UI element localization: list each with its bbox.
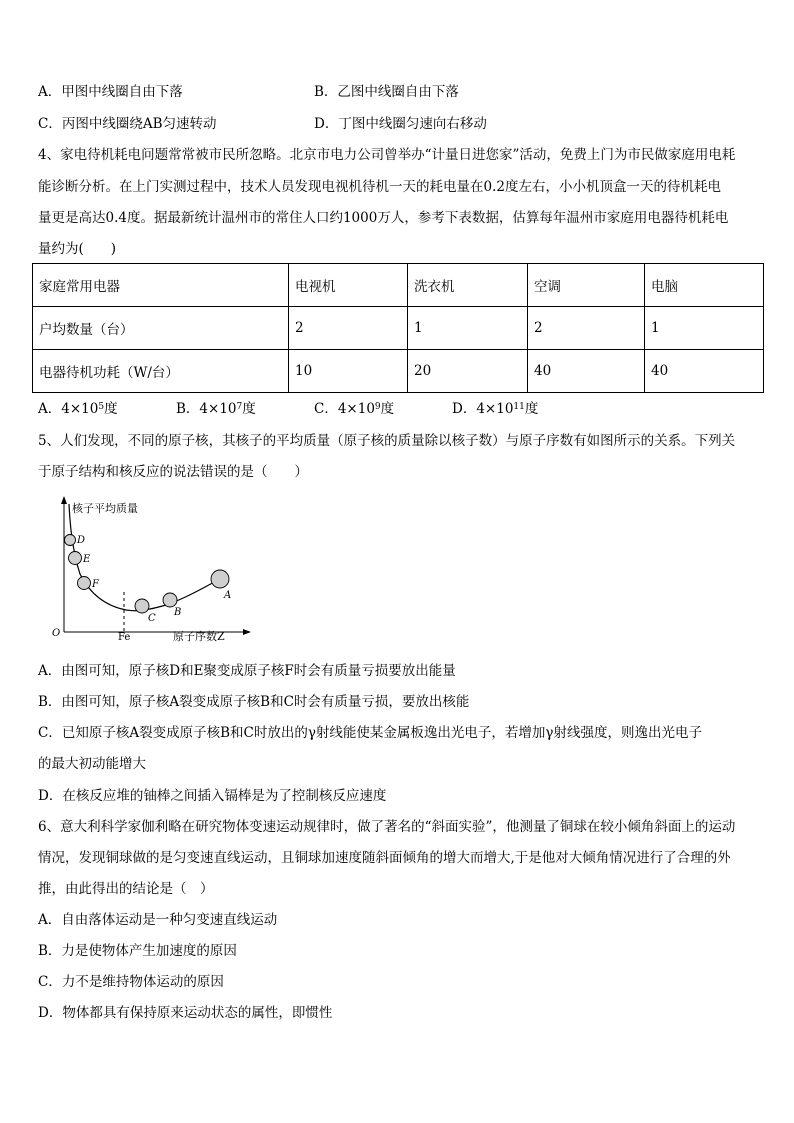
q5-option-a: A．由图可知，原子核D和E聚变成原子核F时会有质量亏损要放出能量: [38, 663, 456, 679]
q5-option-c-cont: 的最大初动能增大: [38, 756, 146, 772]
point-label-b: B: [174, 607, 182, 618]
y-axis-label: 核子平均质量: [72, 502, 138, 515]
q4-option-b: B．$4\times 10^7$度: [176, 401, 256, 417]
binding-curve-figure: [48, 494, 258, 646]
point-label-d: D: [77, 535, 86, 546]
point-label-c: C: [148, 613, 156, 624]
table-cell: 2: [289, 307, 408, 350]
q3-option-b: B．乙图中线圈自由下落: [314, 84, 459, 100]
table-cell: 20: [408, 350, 528, 393]
q6-option-d: D．物体都具有保持原来运动状态的属性，即惯性: [38, 1005, 333, 1021]
point-label-e: E: [83, 554, 91, 565]
table-cell: 1: [408, 307, 528, 350]
q4-stem-line-4: 量约为( ): [38, 241, 117, 257]
q5-option-c: C．已知原子核A裂变成原子核B和C时放出的γ射线能使某金属板逸出光电子，若增加γ射线强度，则逸出光电子: [38, 725, 702, 741]
table-cell: 电器待机功耗（W/台）: [33, 350, 289, 393]
nucleus-f-point: [78, 577, 91, 590]
nucleus-a-point: [211, 570, 229, 588]
q5-option-b: B．由图可知，原子核A裂变成原子核B和C时会有质量亏损，要放出核能: [38, 694, 470, 710]
nucleus-e-point: [69, 552, 82, 565]
fe-label: Fe: [118, 632, 131, 643]
q5-option-d: D．在核反应堆的铀棒之间插入镉棒是为了控制核反应速度: [38, 788, 387, 804]
x-axis-arrow: [243, 629, 251, 635]
q4-stem-line-2: 能诊断分析。在上门实测过程中，技术人员发现电视机待机一天的耗电量在0.2度左右，小小机顶盒一天的待机耗电: [38, 179, 721, 195]
q6-option-b: B．力是使物体产生加速度的原因: [38, 943, 237, 959]
table-cell: 10: [289, 350, 408, 393]
q6-stem-line-3: 推，由此得出的结论是（ ）: [38, 881, 214, 897]
table-cell: 家庭常用电器: [33, 264, 289, 307]
nucleus-c-point: [135, 599, 149, 613]
q5-stem-line-2: 于原子结构和核反应的说法错误的是（ ）: [38, 464, 308, 480]
point-label-a: A: [224, 590, 232, 601]
q4-option-d: D．$4\times 10^{11}$度: [452, 401, 539, 417]
q4-option-a: A．$4\times 10^5$度: [38, 401, 118, 417]
appliance-table: [32, 263, 764, 393]
q6-stem-line-1: 6、意大利科学家伽利略在研究物体变速运动规律时，做了著名的“斜面实验”，他测量了铜球在较小倾角斜面上的运动: [38, 819, 736, 835]
q4-stem-line-1: 4、家电待机耗电问题常常被市民所忽略。北京市电力公司曾举办“计量日进您家”活动，免费上门为市民做家庭用电耗: [38, 147, 736, 163]
table-row: [33, 350, 764, 393]
nucleus-d-point: [65, 535, 76, 546]
q4-option-c: C．$4\times 10^9$度: [314, 401, 395, 417]
q5-stem-line-1: 5、人们发现，不同的原子核，其核子的平均质量（原子核的质量除以核子数）与原子序数有如图所示的关系。下列关: [38, 433, 736, 449]
point-label-f: F: [92, 579, 99, 590]
table-cell: 电脑: [645, 264, 764, 307]
average-mass-curve: [69, 504, 220, 611]
q6-option-a: A．自由落体运动是一种匀变速直线运动: [38, 912, 278, 928]
x-axis-label: 原子序数Z: [173, 630, 225, 643]
table-cell: 户均数量（台）: [33, 307, 289, 350]
q4-stem-line-3: 量更是高达0.4度。据最新统计温州市的常住人口约1000万人，参考下表数据，估算每年温州市家庭用电器待机耗电: [38, 210, 729, 226]
q6-option-c: C．力不是维持物体运动的原因: [38, 974, 224, 990]
table-cell: 1: [645, 307, 764, 350]
table-header-row: [33, 264, 764, 307]
table-cell: 40: [528, 350, 645, 393]
table-cell: 电视机: [289, 264, 408, 307]
table-cell: 空调: [528, 264, 645, 307]
table-row: [33, 307, 764, 350]
table-cell: 洗衣机: [408, 264, 528, 307]
nucleus-b-point: [163, 593, 177, 607]
q3-option-c: C．丙图中线圈绕AB匀速转动: [38, 116, 217, 132]
q3-option-a: A．甲图中线圈自由下落: [38, 84, 183, 100]
origin-label: O: [52, 628, 61, 639]
table-cell: 40: [645, 350, 764, 393]
table-cell: 2: [528, 307, 645, 350]
q6-stem-line-2: 情况，发现铜球做的是匀变速直线运动，且铜球加速度随斜面倾角的增大而增大,于是他对大倾角情况进行了合理的外: [38, 850, 731, 866]
q3-option-d: D．丁图中线圈匀速向右移动: [314, 116, 487, 132]
y-axis-arrow: [61, 496, 67, 504]
